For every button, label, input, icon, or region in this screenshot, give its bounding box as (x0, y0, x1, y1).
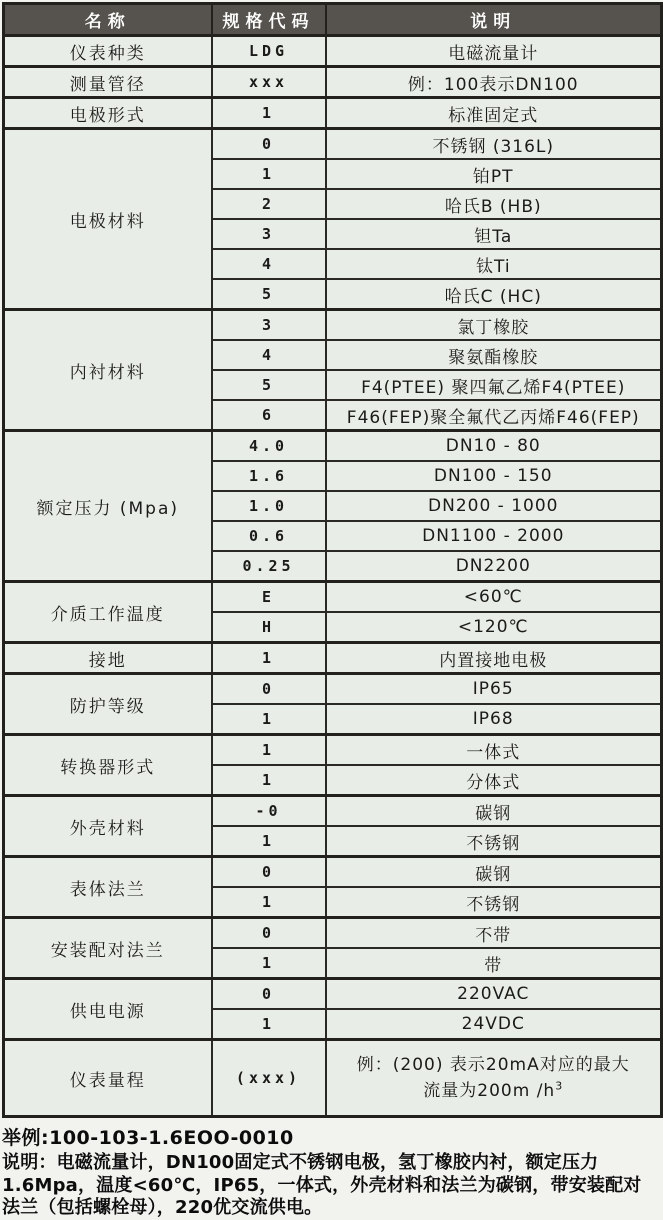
spec-code-cell: 0 (212, 129, 326, 160)
spec-name-cell: 表体法兰 (4, 857, 212, 918)
spec-name-cell: 内衬材料 (4, 310, 212, 431)
spec-desc-cell: IP65 (326, 674, 662, 705)
spec-desc-cell: 不锈钢 (326, 887, 662, 918)
spec-desc-cell: <60℃ (326, 582, 662, 613)
spec-desc-cell: DN200 - 1000 (326, 491, 662, 521)
table-row (4, 582, 662, 613)
table-row (4, 979, 662, 1010)
spec-code-cell: 1 (212, 643, 326, 674)
page (0, 2, 662, 1219)
spec-code-cell: (xxx) (212, 1040, 326, 1117)
spec-name-cell: 转换器形式 (4, 735, 212, 796)
spec-code-cell: xxx (212, 67, 326, 98)
spec-code-cell: 4 (212, 249, 326, 279)
spec-name-cell: 测量管径 (4, 67, 212, 98)
spec-name-cell: 电极形式 (4, 98, 212, 129)
spec-code-cell: 1 (212, 765, 326, 796)
footer-notes (0, 1118, 662, 1220)
spec-code-cell: 0 (212, 674, 326, 705)
table-row (4, 643, 662, 674)
spec-desc-cell: F4(PTEE) 聚四氟乙烯F4(PTEE) (326, 370, 662, 400)
desc-line-2: 流量为200m $/h^3$ (423, 1079, 564, 1101)
spec-name-cell: 安装配对法兰 (4, 918, 212, 979)
spec-name-cell: 接地 (4, 643, 212, 674)
example-code-line: 举例:100-103-1.6EOO-0010 (2, 1127, 294, 1149)
spec-desc-cell: 哈氏B (HB) (326, 189, 662, 219)
table-row (4, 129, 662, 160)
spec-name-cell: 仪表种类 (4, 36, 212, 67)
spec-desc-cell: 钽Ta (326, 219, 662, 249)
spec-desc-cell (326, 1040, 662, 1117)
spec-desc-cell: DN10 - 80 (326, 431, 662, 462)
table-row (4, 431, 662, 462)
spec-desc-cell: 不带 (326, 918, 662, 949)
spec-code-cell: 0.6 (212, 521, 326, 551)
spec-code-cell: 0 (212, 857, 326, 888)
superscript: 3 (555, 1079, 564, 1093)
spec-code-cell: 0.25 (212, 551, 326, 582)
spec-desc-cell: 哈氏C (HC) (326, 279, 662, 310)
spec-desc-cell: 铂PT (326, 159, 662, 189)
col-header-code: 规格代码 (212, 4, 326, 36)
spec-table (2, 2, 663, 1118)
table-row (4, 674, 662, 705)
spec-desc-cell: 一体式 (326, 735, 662, 766)
spec-desc-cell: 碳钢 (326, 857, 662, 888)
spec-code-cell: 1 (212, 159, 326, 189)
spec-code-cell: LDG (212, 36, 326, 67)
spec-code-cell: 6 (212, 400, 326, 431)
spec-desc-cell: 聚氨酯橡胶 (326, 340, 662, 370)
spec-desc-cell: 220VAC (326, 979, 662, 1010)
spec-code-cell: H (212, 612, 326, 643)
table-row (4, 36, 662, 67)
spec-table-body (4, 36, 662, 1117)
spec-desc-cell: 24VDC (326, 1009, 662, 1040)
table-row (4, 67, 662, 98)
spec-code-cell: 1.0 (212, 491, 326, 521)
header-row (4, 4, 662, 36)
spec-name-cell: 电极材料 (4, 129, 212, 310)
spec-name-cell: 供电电源 (4, 979, 212, 1040)
spec-code-cell: 1 (212, 704, 326, 735)
spec-code-cell: 1 (212, 98, 326, 129)
spec-desc-cell: F46(FEP)聚全氟代乙丙烯F46(FEP) (326, 400, 662, 431)
spec-desc-cell: <120℃ (326, 612, 662, 643)
table-row (4, 796, 662, 827)
spec-desc-cell: DN1100 - 2000 (326, 521, 662, 551)
spec-code-cell: 1 (212, 948, 326, 979)
spec-code-cell: 5 (212, 279, 326, 310)
spec-code-cell: E (212, 582, 326, 613)
spec-code-cell: 4 (212, 340, 326, 370)
spec-code-cell: 1 (212, 826, 326, 857)
spec-code-cell: 0 (212, 979, 326, 1010)
spec-name-cell: 介质工作温度 (4, 582, 212, 643)
spec-code-cell: -0 (212, 796, 326, 827)
spec-code-cell: 1 (212, 1009, 326, 1040)
table-row (4, 310, 662, 341)
spec-code-cell: 2 (212, 189, 326, 219)
table-row (4, 98, 662, 129)
spec-desc-cell: 内置接地电极 (326, 643, 662, 674)
spec-code-cell: 0 (212, 918, 326, 949)
table-row (4, 735, 662, 766)
spec-name-cell: 防护等级 (4, 674, 212, 735)
spec-desc-cell: 氯丁橡胶 (326, 310, 662, 341)
spec-desc-cell: 带 (326, 948, 662, 979)
spec-code-cell: 3 (212, 310, 326, 341)
spec-desc-cell: 分体式 (326, 765, 662, 796)
spec-code-cell: 3 (212, 219, 326, 249)
table-row (4, 857, 662, 888)
spec-name-cell: 外壳材料 (4, 796, 212, 857)
spec-desc-cell: IP68 (326, 704, 662, 735)
table-row (4, 918, 662, 949)
spec-desc-cell: 不锈钢 (326, 826, 662, 857)
spec-desc-cell: 例：100表示DN100 (326, 67, 662, 98)
spec-name-cell: 额定压力 (Mpa) (4, 431, 212, 582)
spec-desc-cell: 碳钢 (326, 796, 662, 827)
spec-desc-cell: 不锈钢 (316L) (326, 129, 662, 160)
explanation-line: 说明：电磁流量计，DN100固定式不锈钢电极，氢丁橡胶内衬，额定压力1.6Mpa，温度<60℃，IP65，一体式，外壳材料和法兰为碳钢，带安装配对法兰（包括螺栓母），220优交流供电。 (2, 1152, 642, 1219)
spec-code-cell: 1 (212, 887, 326, 918)
table-row (4, 1040, 662, 1117)
spec-desc-cell: DN100 - 150 (326, 461, 662, 491)
spec-desc-cell: 电磁流量计 (326, 36, 662, 67)
spec-desc-cell: 钛Ti (326, 249, 662, 279)
spec-code-cell: 5 (212, 370, 326, 400)
spec-code-cell: 4.0 (212, 431, 326, 462)
desc-line-1: 例：(200) 表示20mA对应的最大 (356, 1054, 630, 1075)
col-header-desc: 说明 (326, 4, 662, 36)
spec-name-cell: 仪表量程 (4, 1040, 212, 1117)
spec-desc-cell: 标准固定式 (326, 98, 662, 129)
spec-code-cell: 1.6 (212, 461, 326, 491)
spec-table-header (4, 4, 662, 36)
spec-code-cell: 1 (212, 735, 326, 766)
col-header-name: 名称 (4, 4, 212, 36)
spec-desc-cell: DN2200 (326, 551, 662, 582)
